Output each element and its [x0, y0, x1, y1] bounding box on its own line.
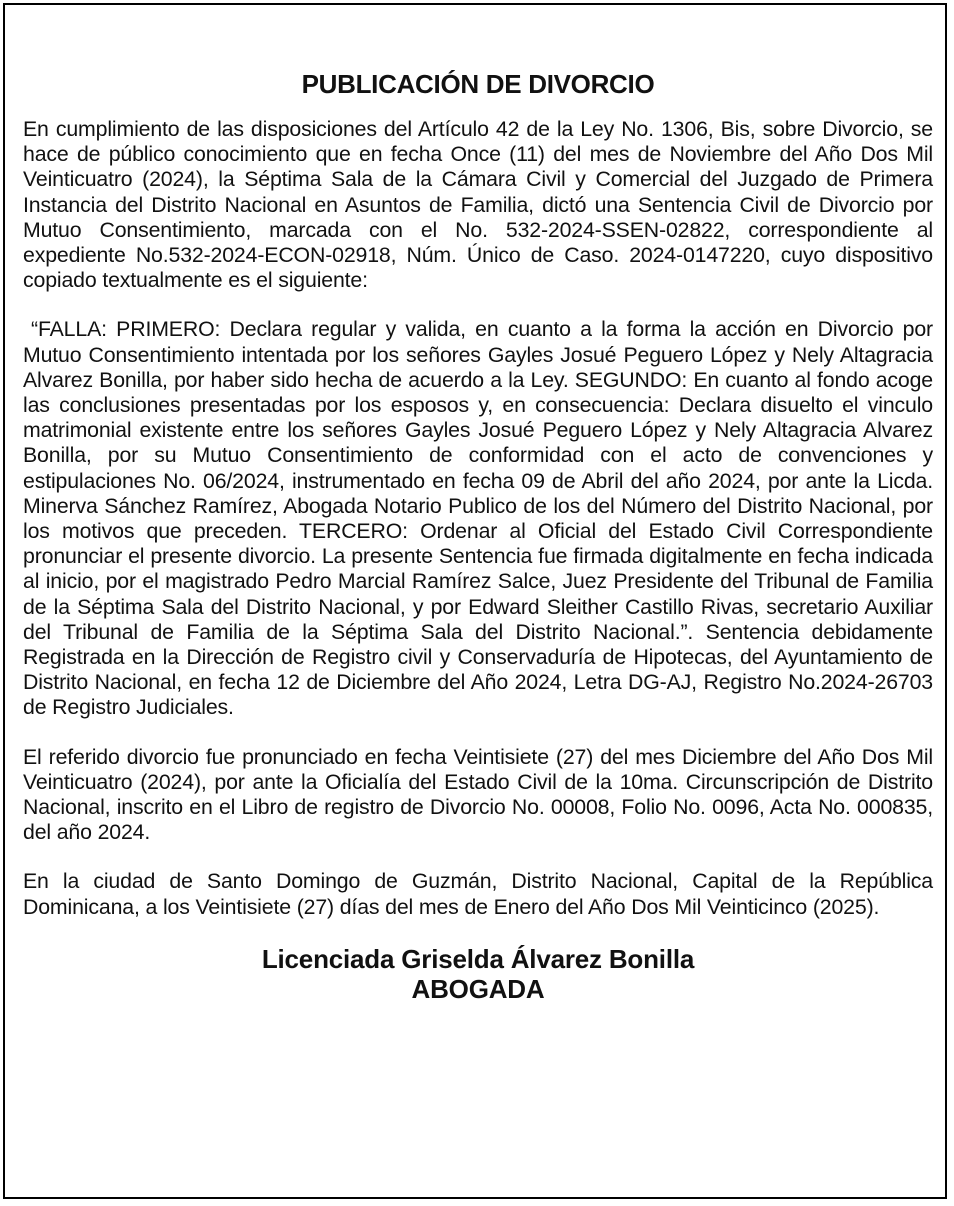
signature-name: Licenciada Griselda Álvarez Bonilla [261, 943, 695, 974]
signature-role: ABOGADA [411, 973, 545, 1004]
paragraph-ruling: “FALLA: PRIMERO: Declara regular y valida, en cuanto a la forma la acción en Divorcio por Mutuo Consentimiento intentada por los señores Gayles Josué Peguero López y Nely Altagracia Alvarez Bonilla, por haber sido hecha de acuerdo a la Ley. SEGUNDO: En cuanto al fondo acoge las conclusiones presentadas por los esposos y, en consecuencia: Declara disuelto el vinculo matrimonial existente entre los señores Gayles Josué Peguero López y Nely Altagracia Alvarez Bonilla, por su Mutuo Consentimiento de conformidad con el acto de convenciones y estipulaciones No. 06/2024, instrumentado en fecha 09 de Abril del año 2024, por ante la Licda. Minerva Sánchez Ramírez, Abogada Notario Publico de los del Número del Distrito Nacional, por los motivos que preceden. TERCERO: Ordenar al Oficial del Estado Civil Correspondiente pronunciar el presente divorcio. La presente Sentencia fue firmada digitalmente en fecha indicada al inicio, por el magistrado Pedro Marcial Ramírez Salce, Juez Presidente del Tribunal de Familia de la Séptima Sala del Distrito Nacional, y por Edward Sleither Castillo Rivas, secretario Auxiliar del Tribunal de Familia de la Séptima Sala del Distrito Nacional.”. Sentencia debidamente Registrada en la Dirección de Registro civil y Conservaduría de Hipotecas, del Ayuntamiento de Distrito Nacional, en fecha 12 de Diciembre del Año 2024, Letra DG-AJ, Registro No.2024-26703 de Registro Judiciales. [23, 317, 933, 720]
signature-block [23, 944, 933, 1004]
notice-frame [3, 3, 947, 1199]
paragraph-intro: En cumplimiento de las disposiciones del Artículo 42 de la Ley No. 1306, Bis, sobre Divorcio, se hace de público conocimiento que en fecha Once (11) del mes de Noviembre del Año Dos Mil Veinticuatro (2024), la Séptima Sala de la Cámara Civil y Comercial del Juzgado de Primera Instancia del Distrito Nacional en Asuntos de Familia, dictó una Sentencia Civil de Divorcio por Mutuo Consentimiento, marcada con el No. 532-2024-SSEN-02822, correspondiente al expediente No.532-2024-ECON-02918, Núm. Único de Caso. 2024-0147220, cuyo dispositivo copiado textualmente es el siguiente: [23, 117, 933, 293]
notice-title: PUBLICACIÓN DE DIVORCIO [301, 69, 655, 99]
notice-content [23, 67, 933, 1004]
paragraph-pronouncement: El referido divorcio fue pronunciado en fecha Veintisiete (27) del mes Diciembre del Año Dos Mil Veinticuatro (2024), por ante la Oficialía del Estado Civil de la 10ma. Circunscripción de Distrito Nacional, inscrito en el Libro de registro de Divorcio No. 00008, Folio No. 0096, Acta No. 000835, del año 2024. [23, 744, 933, 845]
paragraph-place-date: En la ciudad de Santo Domingo de Guzmán, Distrito Nacional, Capital de la República Dominicana, a los Veintisiete (27) días del mes de Enero del Año Dos Mil Veinticinco (2025). [23, 869, 933, 919]
